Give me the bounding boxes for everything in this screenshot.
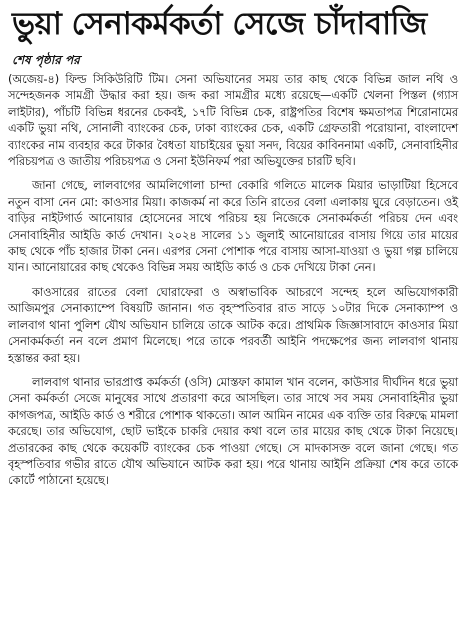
article-paragraph: কাওসারের রাতের বেলা ঘোরাফেরা ও অস্বাভাবিক আচরণে সন্দেহ হলে অভিযোগকারী আজিমপুর সেনাক্যাম্পে বিষয়টি জানান। গত বৃহস্পতিবার রাত সাড়ে ১০টার দিকে সেনাক্যাম্প ও লালবাগ থানা পুলিশ যৌথ অভিযান চালিয়ে তাকে আটক করে। প্রাথমিক জিজ্ঞাসাবাদে কাওসার মিয়া সেনাকর্মকর্তা নন বলে প্রমাণ মিলেছে। পরে তাকে পরবর্তী আইনি পদক্ষেপের জন্য লালবাগ থানায় হস্তান্তর করা হয়।: [8, 284, 458, 365]
headline: ভুয়া সেনাকর্মকর্তা সেজে চাঁদাবাজি: [12, 6, 427, 42]
article-paragraph: (অজেয়-৪) ফিল্ড সিকিউরিটি টিম। সেনা অভিযানের সময় তার কাছ থেকে বিভিন্ন জাল নথি ও সন্দেহজনক সামগ্রী উদ্ধার করা হয়। জব্দ করা সামগ্রীর মধ্যে রয়েছে—একটি খেলনা পিস্তল (গ্যাস লাইটার), পাঁচটি বিভিন্ন ধরনের চেকবই, ১৭টি বিভিন্ন চেক, রাষ্ট্রপতির বিশেষ ক্ষমতাপত্র শিরোনামের একটি ভুয়া নথি, সোনালী ব্যাংকের চেক, ঢাকা ব্যাংকের চেক, একটি গ্রেফতারী পরোয়ানা, বাংলাদেশ ব্যাংকের নাম ব্যবহার করে টাকার বৈধতা যাচাইয়ের ভুয়া সনদ, বিয়ের কাবিননামা একটি, সেনাবাহিনীর পরিচয়পত্র ও জাতীয় পরিচয়পত্র ও সেনা ইউনিফর্ম পরা অভিযুক্তের চারটি ছবি।: [8, 72, 458, 169]
article-paragraph: জানা গেছে, লালবাগের আমলিগোলা চান্দা বেকারি গলিতে মালেক মিয়ার ভাড়াটিয়া হিসেবে নতুন বাসা নেন মো: কাওসার মিয়া। কাজকর্ম না করে তিনি রাতের বেলা এলাকায় ঘুরে বেড়াতেন। ওই বাড়ির নাইটগার্ড আনোয়ার হোসেনের সাথে পরিচয় হয় নিজেকে সেনাকর্মকর্তা পরিচয় দেন এবং সেনাবাহিনীর আইডি কার্ড দেখান। ২০২৪ সালের ১১ জুলাই আনোয়ারের বাসায় গিয়ে তার মায়ের কাছ থেকে পাঁচ হাজার টাকা নেন। এরপর সেনা পোশাক পরে বাসায় আসা-যাওয়া ও ভুয়া গল্প চালিয়ে যান। আনোয়ারের কাছ থেকেও বিভিন্ন সময় আইডি কার্ড ও চেক দেখিয়ে টাকা নেন।: [8, 178, 458, 275]
continued-from-label: শেষ পৃষ্ঠার পর: [12, 53, 80, 67]
article-paragraph: লালবাগ থানার ভারপ্রাপ্ত কর্মকর্তা (ওসি) মোস্তফা কামাল খান বলেন, কাউসার দীর্ঘদিন ধরে ভুয়া সেনা কর্মকর্তা সেজে মানুষের সাথে প্রতারণা করে আসছিল। তার সাথে সব সময় সেনাবাহিনীর ভুয়া কাগজপত্র, আইডি কার্ড ও শরীরে পোশাক থাকতো। আল আমিন নামের এক ব্যক্তি তার বিরুদ্ধে মামলা করেছে। তার অভিযোগ, ছোট ভাইকে চাকরি দেয়ার কথা বলে তার মায়ের কাছ থেকে টাকা নিয়েছে। প্রতারকের কাছ থেকে কয়েকটি ব্যাংকের চেক পাওয়া গেছে। সে মাদকাসক্ত বলে জানা গেছে। গত বৃহস্পতিবার গভীর রাতে যৌথ অভিযানে আটক করা হয়। পরে থানায় আইনি প্রক্রিয়া শেষ করে তাকে কোর্টে পাঠানো হয়েছে।: [8, 374, 458, 488]
